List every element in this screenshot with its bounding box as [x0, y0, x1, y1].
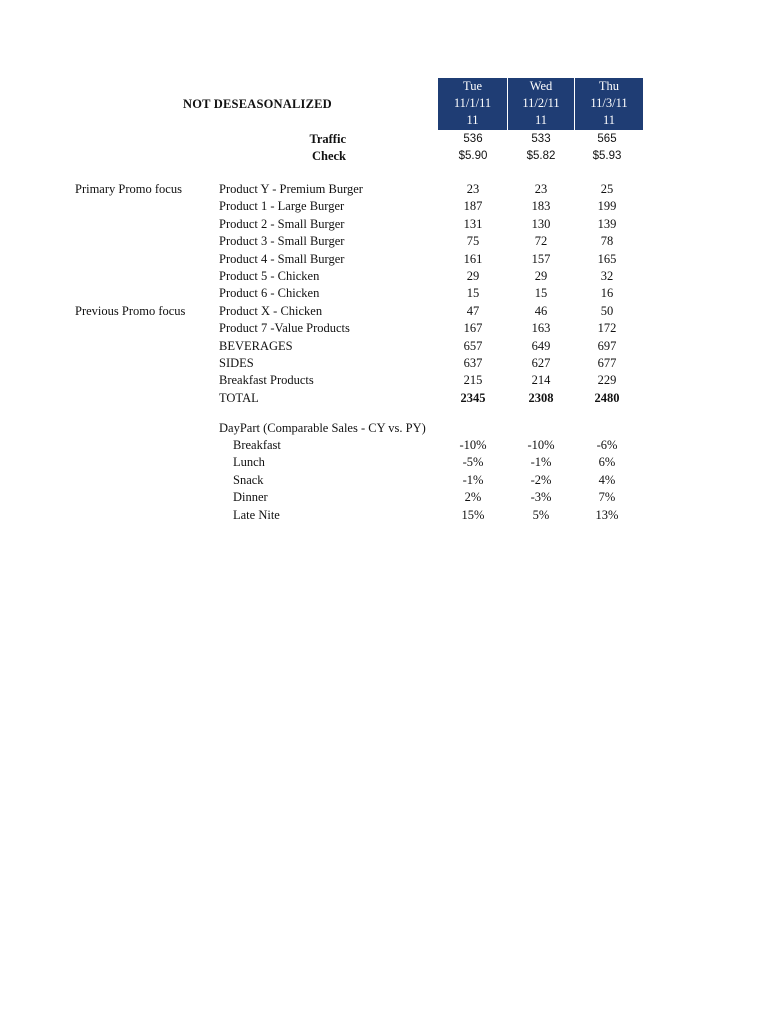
product-value: 23	[534, 182, 548, 196]
traffic-value: 533	[531, 133, 551, 145]
daypart-label: Lunch	[233, 455, 265, 469]
column-day: Thu	[598, 79, 620, 93]
product-value: 16	[600, 286, 614, 300]
product-value: 167	[463, 321, 483, 335]
daypart-heading: DayPart (Comparable Sales - CY vs. PY)	[219, 421, 426, 435]
product-value: 677	[597, 356, 617, 370]
traffic-label: Traffic	[309, 132, 346, 146]
product-value: 131	[463, 217, 483, 231]
product-value: 637	[463, 356, 483, 370]
product-label: Breakfast Products	[219, 373, 314, 387]
check-value: $5.82	[526, 150, 556, 162]
column-date: 11/2/11	[522, 96, 560, 110]
product-label: Product 7 -Value Products	[219, 321, 350, 335]
product-value: 657	[463, 339, 483, 353]
daypart-value: -10%	[527, 438, 555, 452]
daypart-value: -6%	[596, 438, 618, 452]
product-label: Product 3 - Small Burger	[219, 234, 345, 248]
traffic-value: 565	[597, 133, 617, 145]
product-value: 15	[466, 286, 480, 300]
product-value: 199	[597, 199, 617, 213]
check-value: $5.93	[592, 150, 622, 162]
daypart-value: 13%	[595, 508, 619, 522]
product-value: 29	[466, 269, 480, 283]
daypart-label: Late Nite	[233, 508, 280, 522]
column-date-cont: 11	[466, 113, 479, 127]
product-value: 78	[600, 234, 614, 248]
product-value: 72	[534, 234, 548, 248]
product-value: 697	[597, 339, 617, 353]
product-label: Product 4 - Small Burger	[219, 252, 345, 266]
product-label: Product 1 - Large Burger	[219, 199, 345, 213]
check-label: Check	[311, 149, 346, 163]
daypart-value: 7%	[598, 490, 616, 504]
daypart-label: Snack	[233, 473, 264, 487]
product-value: 187	[463, 199, 483, 213]
product-value: 25	[600, 182, 614, 196]
product-value: 50	[600, 304, 614, 318]
product-value: 649	[531, 339, 551, 353]
daypart-label: Dinner	[233, 490, 268, 504]
daypart-value: 5%	[532, 508, 550, 522]
column-date-cont: 11	[534, 113, 548, 127]
check-value: $5.90	[458, 150, 488, 162]
daypart-label: Breakfast	[233, 438, 281, 452]
product-value: 163	[531, 321, 551, 335]
product-value: 29	[534, 269, 548, 283]
product-value: 183	[531, 199, 551, 213]
product-value: 47	[466, 304, 480, 318]
product-value: 214	[531, 373, 551, 387]
product-label: BEVERAGES	[219, 339, 293, 353]
product-value: 165	[597, 252, 617, 266]
product-label: Product Y - Premium Burger	[219, 182, 363, 196]
product-value: 32	[600, 269, 614, 283]
daypart-value: -2%	[530, 473, 552, 487]
product-label: Product 5 - Chicken	[219, 269, 320, 283]
product-value: 161	[463, 252, 483, 266]
total-value: 2345	[460, 391, 486, 405]
daypart-value: 6%	[598, 455, 616, 469]
report-title: NOT DESEASONALIZED	[183, 97, 332, 111]
daypart-value: -1%	[462, 473, 484, 487]
column-date-cont: 11	[602, 113, 616, 127]
total-label: TOTAL	[219, 391, 259, 405]
column-day: Tue	[463, 79, 482, 93]
daypart-value: -5%	[462, 455, 484, 469]
product-value: 75	[466, 234, 480, 248]
product-label: Product 2 - Small Burger	[219, 217, 345, 231]
product-value: 229	[597, 373, 617, 387]
daypart-value: -10%	[459, 438, 487, 452]
daypart-value: -3%	[530, 490, 552, 504]
product-label: Product 6 - Chicken	[219, 286, 320, 300]
daypart-value: -1%	[530, 455, 552, 469]
product-value: 46	[534, 304, 548, 318]
product-value: 172	[597, 321, 617, 335]
product-value: 23	[466, 182, 480, 196]
column-date: 11/3/11	[590, 96, 628, 110]
daypart-value: 15%	[461, 508, 485, 522]
promo-focus-label: Previous Promo focus	[75, 304, 186, 318]
product-value: 130	[531, 217, 551, 231]
daypart-value: 4%	[598, 473, 616, 487]
product-value: 215	[463, 373, 483, 387]
column-header-wed	[508, 78, 574, 130]
daypart-value: 2%	[464, 490, 482, 504]
total-value: 2480	[594, 391, 620, 405]
column-day: Wed	[529, 79, 553, 93]
product-label: Product X - Chicken	[219, 304, 323, 318]
product-value: 157	[531, 252, 551, 266]
column-header-tue	[438, 78, 507, 130]
product-value: 139	[597, 217, 617, 231]
traffic-value: 536	[463, 133, 483, 145]
promo-focus-label: Primary Promo focus	[75, 182, 182, 196]
product-label: SIDES	[219, 356, 254, 370]
product-value: 15	[534, 286, 548, 300]
total-value: 2308	[528, 391, 554, 405]
column-date: 11/1/11	[453, 96, 492, 110]
product-value: 627	[531, 356, 551, 370]
column-header-thu	[575, 78, 643, 130]
